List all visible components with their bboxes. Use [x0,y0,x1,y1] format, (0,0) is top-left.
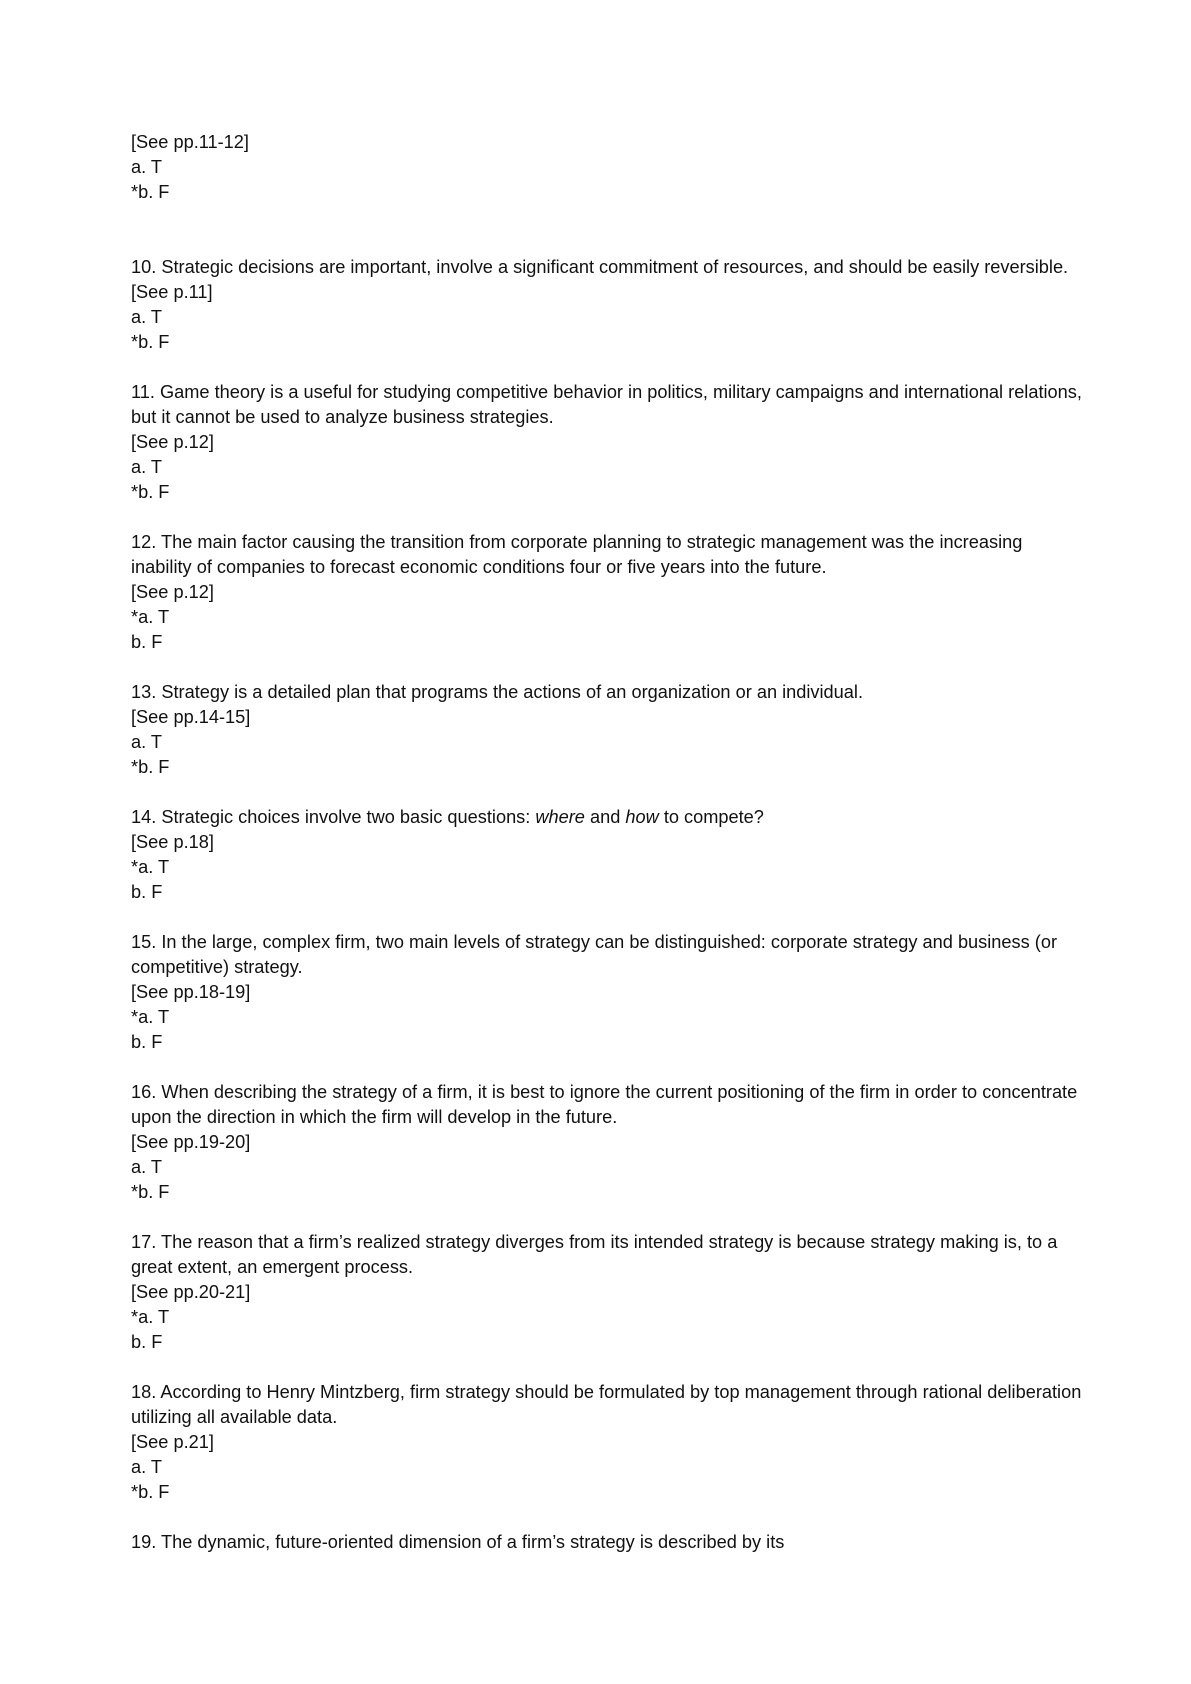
question-11 [131,380,1086,505]
question-text: 13. Strategy is a detailed plan that programs the actions of an organization or an individual. [131,682,863,702]
question-text: 10. Strategic decisions are important, involve a significant commitment of resources, and should be easily reversible. [131,257,1069,277]
question-text: 18. According to Henry Mintzberg, firm strategy should be formulated by top management through rational deliberation utilizing all available data. [131,1382,1082,1427]
answer-option: *b. F [131,1182,170,1202]
question-10 [131,255,1086,355]
question-text-part: 14. Strategic choices involve two basic questions: [131,807,536,827]
question-12 [131,530,1086,655]
answer-option: *b. F [131,482,170,502]
question-14 [131,805,1086,905]
answer-option: b. F [131,632,163,652]
page-reference: [See p.21] [131,1432,214,1452]
page-reference: [See p.18] [131,832,214,852]
question-text-part: to compete? [658,807,764,827]
answer-option: *b. F [131,332,170,352]
question-13 [131,680,1086,780]
question-text: 12. The main factor causing the transition from corporate planning to strategic management was the increasing inability of companies to forecast economic conditions four or five years into the future. [131,532,1023,577]
answer-option: a. T [131,457,163,477]
answer-option: *a. T [131,1307,170,1327]
answer-option: b. F [131,1332,163,1352]
question-15 [131,930,1086,1055]
question-text: 17. The reason that a firm’s realized strategy diverges from its intended strategy is because strategy making is, to a great extent, an emergent process. [131,1232,1058,1277]
question-17 [131,1230,1086,1355]
page-reference: [See pp.19-20] [131,1132,251,1152]
answer-option: *b. F [131,757,170,777]
question-18 [131,1380,1086,1505]
continuation-block [131,130,1086,205]
document-page [131,130,1086,1580]
question-text: 16. When describing the strategy of a firm, it is best to ignore the current positioning of the firm in order to concentrate upon the direction in which the firm will develop in the future. [131,1082,1078,1127]
question-text-emphasis: how [625,807,659,827]
answer-option: *a. T [131,1007,170,1027]
page-reference: [See pp.20-21] [131,1282,251,1302]
answer-option: b. F [131,1032,163,1052]
answer-option: a. T [131,1157,163,1177]
answer-option: *b. F [131,182,170,202]
answer-option: a. T [131,1457,163,1477]
page-reference: [See pp.18-19] [131,982,251,1002]
answer-option: a. T [131,307,163,327]
question-text-emphasis: where [535,807,585,827]
page-reference: [See p.11] [131,282,213,302]
question-text [131,805,1086,830]
answer-option: *a. T [131,857,170,877]
page-reference: [See p.12] [131,432,214,452]
page-reference: [See pp.11-12] [131,132,249,152]
question-text: 19. The dynamic, future-oriented dimension of a firm’s strategy is described by its [131,1532,785,1552]
question-text-part: and [584,807,626,827]
page-reference: [See p.12] [131,582,214,602]
question-16 [131,1080,1086,1205]
question-text: 15. In the large, complex firm, two main levels of strategy can be distinguished: corporate strategy and business (or competitive) strategy. [131,932,1058,977]
answer-option: *a. T [131,607,170,627]
page-reference: [See pp.14-15] [131,707,251,727]
answer-option: b. F [131,882,163,902]
answer-option: a. T [131,732,163,752]
question-text: 11. Game theory is a useful for studying competitive behavior in politics, military campaigns and international relations, but it cannot be used to analyze business strategies. [131,382,1082,427]
answer-option: a. T [131,157,163,177]
question-19 [131,1530,1086,1555]
answer-option: *b. F [131,1482,170,1502]
